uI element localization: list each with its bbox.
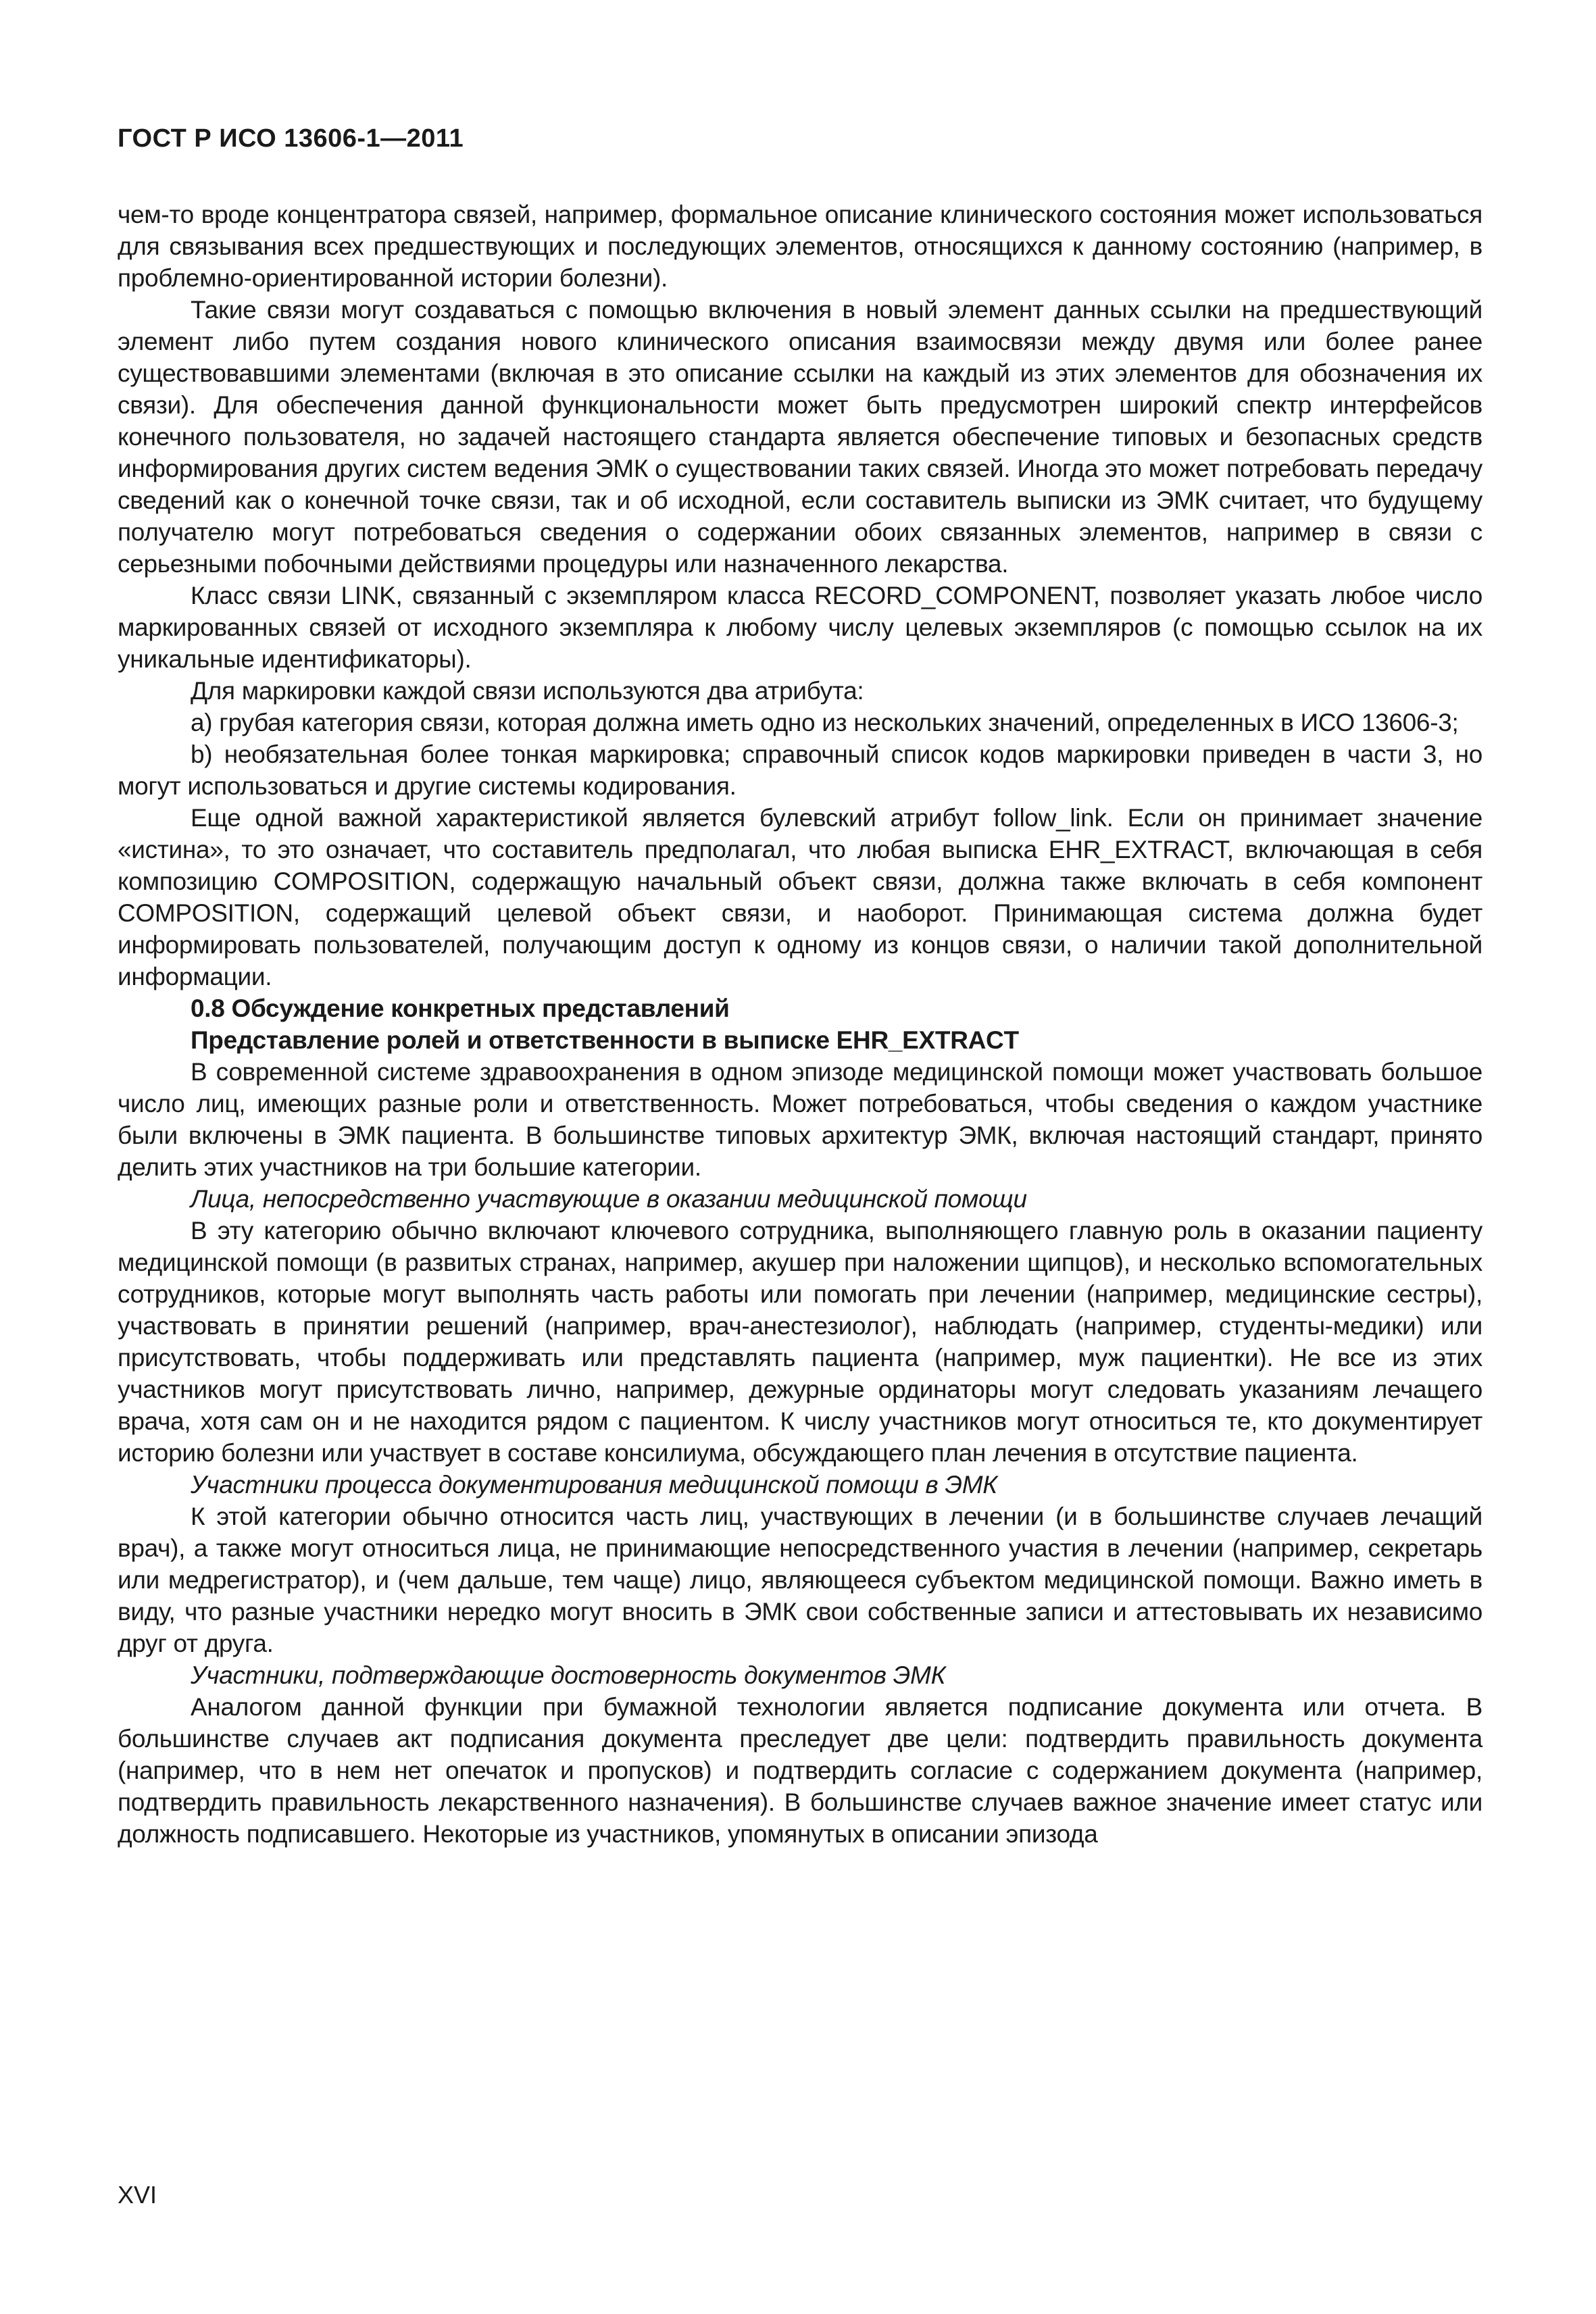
paragraph: К этой категории обычно относится часть лиц, участвующих в лечении (и в большинстве случаев лечащий врач), а также могут относиться лица, не принимающие непосредственного участия в лечении (например, секретарь или медрегистратор), и (чем дальше, тем чаще) лицо, являющееся субъектом медицинской помощи. Важно иметь в виду, что разные участники нередко могут вносить в ЭМК свои собственные записи и аттестовывать их независимо друг от друга. — [118, 1503, 1482, 1657]
paragraph-continuation: чем-то вроде концентратора связей, например, формальное описание клинического состояния может использоваться для связывания всех предшествующих и последующих элементов, относящихся к данному состоянию (например, в проблемно-ориентированной истории болезни). — [118, 201, 1482, 292]
paragraph: В современной системе здравоохранения в одном эпизоде медицинской помощи может участвовать большое число лиц, имеющих разные роли и ответственность. Может потребоваться, чтобы сведения о каждом участнике были включены в ЭМК пациента. В большинстве типовых архитектур ЭМК, включая настоящий стандарт, принято делить этих участников на три большие категории. — [118, 1058, 1482, 1181]
subsection-heading: Представление ролей и ответственности в выписке EHR_EXTRACT — [191, 1026, 1019, 1054]
paragraph: Класс связи LINK, связанный с экземпляром класса RECORD_COMPONENT, позволяет указать любое число маркированных связей от исходного экземпляра к любому числу целевых экземпляров (с помощью ссылок на их уникальные идентификаторы). — [118, 582, 1482, 673]
document-page — [118, 0, 1482, 2314]
italic-subheading: Лица, непосредственно участвующие в оказании медицинской помощи — [191, 1185, 1027, 1213]
paragraph: Для маркировки каждой связи используются два атрибута: — [191, 677, 864, 705]
italic-subheading: Участники, подтверждающие достоверность документов ЭМК — [191, 1661, 946, 1689]
document-header: ГОСТ Р ИСО 13606-1—2011 — [118, 124, 464, 153]
paragraph: В эту категорию обычно включают ключевого сотрудника, выполняющего главную роль в оказании пациенту медицинской помощи (в развитых странах, например, акушер при наложении щипцов), и несколько вспомогательных сотрудников, которые могут выполнять часть работы или помогать при лечении (например, медицинские сестры), участвовать в принятии решений (например, врач-анестезиолог), наблюдать (например, студенты-медики) или присутствовать, чтобы поддерживать или представлять пациента (например, муж пациентки). Не все из этих участников могут присутствовать лично, например, дежурные ординаторы могут следовать указаниям лечащего врача, хотя сам он и не находится рядом с пациентом. К числу участников могут относиться те, кто документирует историю болезни или участвует в составе консилиума, обсуждающего план лечения в отсутствие пациента. — [118, 1217, 1482, 1467]
paragraph: Аналогом данной функции при бумажной технологии является подписание документа или отчета. В большинстве случаев акт подписания документа преследует две цели: подтвердить правильность документа (например, что в нем нет опечаток и пропусков) и подтвердить согласие с содержанием документа (например, подтвердить правильность лекарственного назначения). В большинстве случаев важное значение имеет статус или должность подписавшего. Некоторые из участников, упомянутых в описании эпизода — [118, 1693, 1482, 1848]
italic-subheading: Участники процесса документирования медицинской помощи в ЭМК — [191, 1471, 997, 1499]
document-body — [118, 199, 1482, 1850]
list-item: b) необязательная более тонкая маркировка; справочный список кодов маркировки приведен в части 3, но могут использоваться и другие системы кодирования. — [118, 740, 1482, 800]
paragraph: Еще одной важной характеристикой является булевский атрибут follow_link. Если он принимает значение «истина», то это означает, что составитель предполагал, что любая выписка EHR_EXTRACT, включающая в себя композицию COMPOSITION, содержащую начальный объект связи, должна также включать в себя компонент COMPOSITION, содержащий целевой объект связи, и наоборот. Принимающая система должна будет информировать пользователей, получающим доступ к одному из концов связи, о наличии такой дополнительной информации. — [118, 804, 1482, 990]
paragraph: Такие связи могут создаваться с помощью включения в новый элемент данных ссылки на предшествующий элемент либо путем создания нового клинического описания взаимосвязи между двумя или более ранее существовавшими элементами (включая в это описание ссылки на каждый из этих элементов для обозначения их связи). Для обеспечения данной функциональности может быть предусмотрен широкий спектр интерфейсов конечного пользователя, но задачей настоящего стандарта является обеспечение типовых и безопасных средств информирования других систем ведения ЭМК о существовании таких связей. Иногда это может потребовать передачу сведений как о конечной точке связи, так и об исходной, если составитель выписки из ЭМК считает, что будущему получателю могут потребоваться сведения о содержании обоих связанных элементов, например в связи с серьезными побочными действиями процедуры или назначенного лекарства. — [118, 296, 1482, 578]
page-number: XVI — [118, 2181, 157, 2209]
section-heading: 0.8 Обсуждение конкретных представлений — [191, 995, 730, 1022]
list-item: a) грубая категория связи, которая должна иметь одно из нескольких значений, определенных в ИСО 13606-3; — [191, 709, 1459, 736]
